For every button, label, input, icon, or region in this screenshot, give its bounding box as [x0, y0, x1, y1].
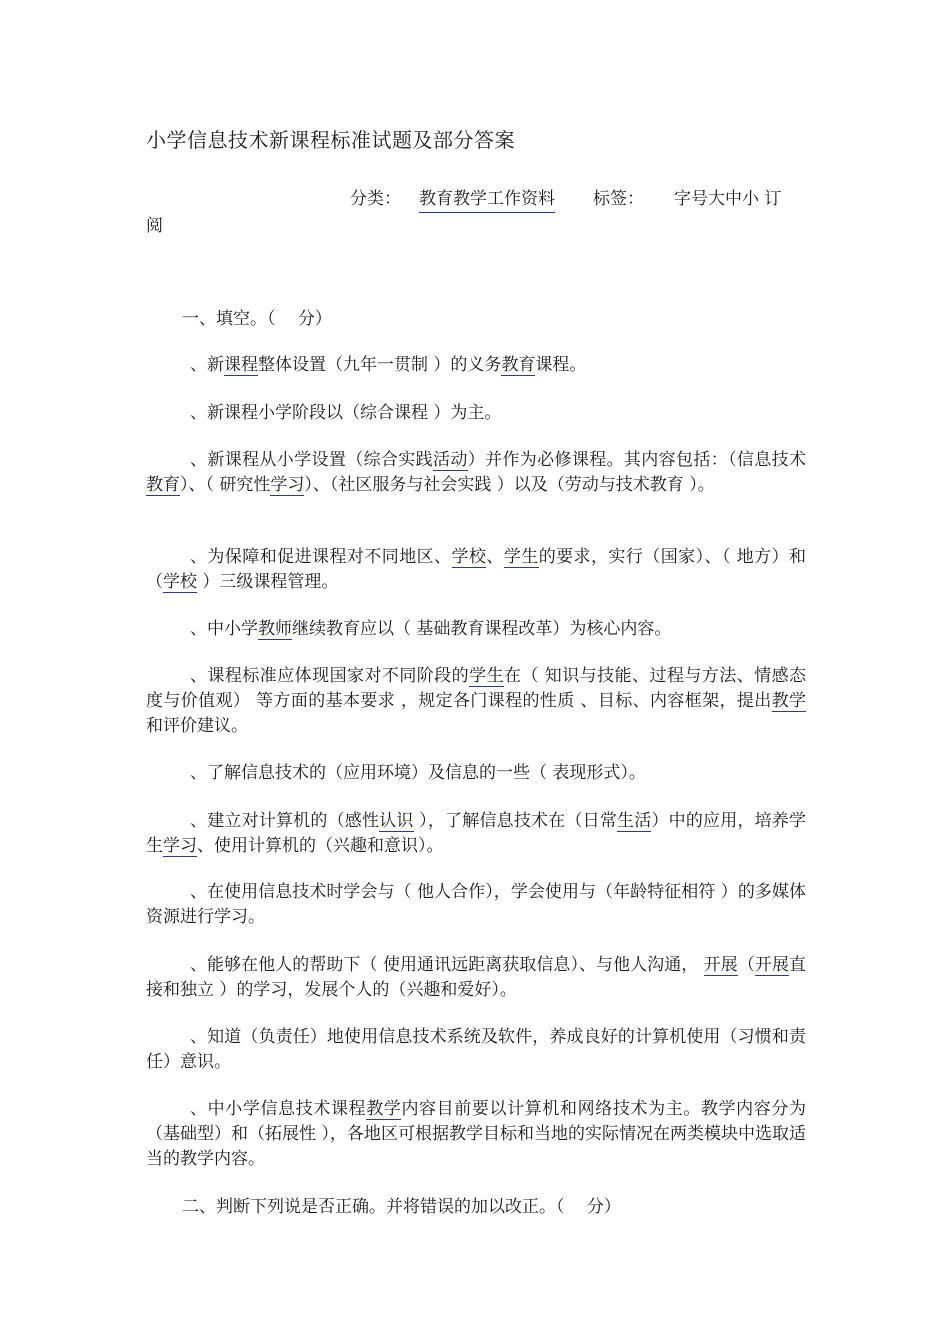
category-link[interactable]: 教育教学工作资料 [419, 186, 555, 213]
paragraph-1: 、新课程整体设置（九年一贯制 ）的义务教育课程。 [190, 355, 587, 375]
tags-label: 标签： [593, 189, 644, 209]
section-heading-true-false: 二、判断下列说是否正确。并将错误的加以改正。（ 分） [182, 1197, 621, 1217]
category-label: 分类： [350, 189, 401, 209]
paragraph-9: 、在使用信息技术时学会与（ 他人合作），学会使用与（年龄特征相符 ）的多媒体资源进行学习。 [146, 882, 806, 927]
paragraph-11: 、知道（负责任）地使用信息技术系统及软件，养成良好的计算机使用（习惯和责任）意识。 [146, 1027, 806, 1072]
section-heading-fill-in: 一、填空。（ 分） [182, 309, 332, 329]
paragraph-4: 、为保障和促进课程对不同地区、学校、学生的要求，实行（国家）、（ 地方）和（学校 ）三级课程管理。 [146, 547, 807, 592]
paragraph-10: 、能够在他人的帮助下（ 使用通讯远距离获取信息）、与他人沟通， 开展（开展直接和独立 ）的学习，发展个人的（兴趣和爱好）。 [146, 955, 806, 1000]
paragraph-8: 、建立对计算机的（感性认识 ），了解信息技术在（日常生活）中的应用，培养学生学习、使用计算机的（兴趣和意识）。 [146, 811, 807, 856]
page-title: 小学信息技术新课程标准试题及部分答案 [146, 128, 515, 152]
paragraph-12: 、中小学信息技术课程教学内容目前要以计算机和网络技术为主。教学内容分为（基础型）和（拓展性 ），各地区可根据教学目标和当地的实际情况在两类模块中选取适当的教学内容。 [146, 1099, 807, 1169]
meta-line [146, 186, 806, 213]
paragraph-3: 、新课程从小学设置（综合实践活动）并作为必修课程。其内容包括：（信息技术教育）、（ 研究性学习）、（社区服务与社会实践 ）以及（劳动与技术教育 ）。 [146, 450, 807, 495]
paragraph-2: 、新课程小学阶段以（综合课程 ）为主。 [190, 403, 502, 423]
paragraph-6: 、课程标准应体现国家对不同阶段的学生在（ 知识与技能、过程与方法、情感态度与价值观） 等方面的基本要求 ，规定各门课程的性质 、目标、内容框架，提出教学和评价建议。 [146, 666, 807, 736]
paragraph-7: 、了解信息技术的（应用环境）及信息的一些（ 表现形式）。 [190, 763, 646, 783]
meta-info [146, 186, 806, 239]
paragraph-5: 、中小学教师继续教育应以（ 基础教育课程改革）为核心内容。 [190, 619, 672, 639]
tags-wrap[interactable]: 阅 [146, 216, 163, 236]
tags-value[interactable]: 字号大中小 订 [674, 189, 782, 209]
